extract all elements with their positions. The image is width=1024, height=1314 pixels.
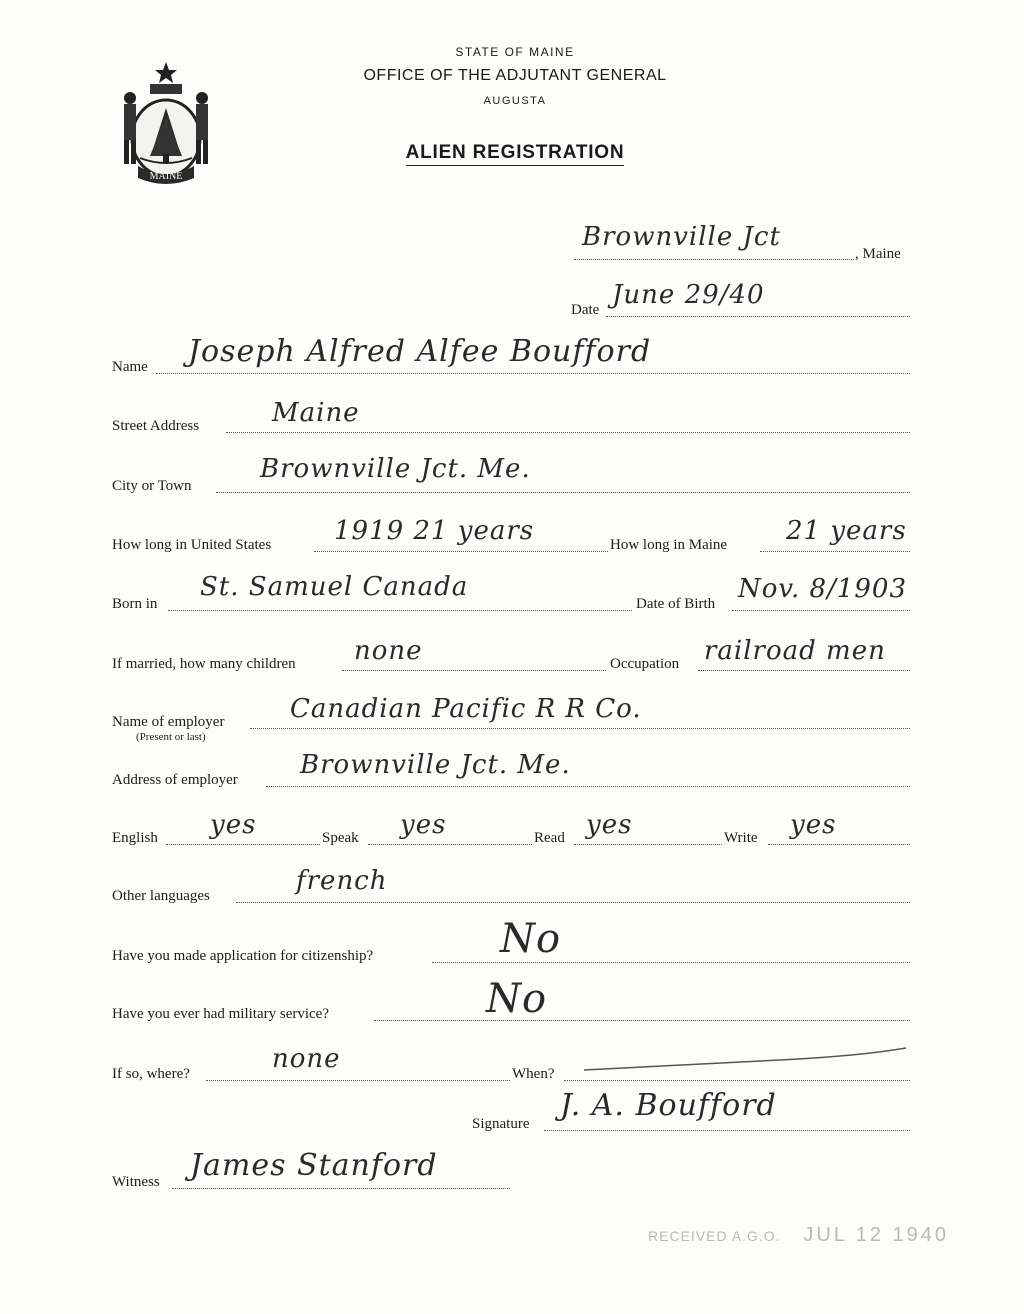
witness-label: Witness <box>112 1174 160 1190</box>
date-of-birth-value: Nov. 8/1903 <box>738 574 908 604</box>
born-in-line <box>168 610 632 611</box>
name-line <box>156 373 910 374</box>
received-stamp-text: RECEIVED A.G.O. <box>648 1228 781 1244</box>
born-in-label: Born in <box>112 596 158 612</box>
witness-value: James Stanford <box>190 1148 438 1183</box>
form-title-text: ALIEN REGISTRATION <box>406 142 625 166</box>
where-value: none <box>272 1044 341 1074</box>
city-value: Brownville Jct. Me. <box>260 454 531 484</box>
how-long-maine-line <box>760 551 910 552</box>
street-address-label: Street Address <box>112 418 200 434</box>
military-line <box>374 1020 910 1021</box>
born-in-value: St. Samuel Canada <box>200 572 469 602</box>
occupation-line <box>698 670 910 671</box>
how-long-maine-value: 21 years <box>786 516 907 546</box>
how-long-us-label: How long in United States <box>112 537 272 553</box>
city-label: City or Town <box>112 478 192 494</box>
other-languages-value: french <box>296 866 388 896</box>
city-line <box>216 492 910 493</box>
signature-label: Signature <box>472 1116 530 1132</box>
name-label: Name <box>112 359 148 375</box>
citizenship-value: No <box>500 916 562 962</box>
read-label: Read <box>534 830 565 846</box>
employer-address-label: Address of employer <box>112 772 238 788</box>
date-line <box>606 316 910 317</box>
svg-text:MAINE: MAINE <box>149 171 183 182</box>
name-value: Joseph Alfred Alfee Boufford <box>188 334 652 369</box>
employer-sublabel: (Present or last) <box>136 731 206 743</box>
form-title <box>330 142 700 164</box>
state-heading: STATE OF MAINE <box>455 45 575 59</box>
when-line <box>564 1080 910 1081</box>
children-label: If married, how many children <box>112 656 296 672</box>
citizenship-line <box>432 962 910 963</box>
english-line <box>166 844 320 845</box>
street-address-value: Maine <box>272 398 360 428</box>
write-label: Write <box>724 830 758 846</box>
english-value: yes <box>210 810 257 840</box>
military-label: Have you ever had military service? <box>112 1006 329 1022</box>
speak-label: Speak <box>322 830 359 846</box>
received-stamp <box>648 1224 949 1247</box>
speak-value: yes <box>400 810 447 840</box>
employer-address-value: Brownville Jct. Me. <box>300 750 571 780</box>
date-of-birth-label: Date of Birth <box>636 596 716 612</box>
military-value: No <box>486 976 548 1022</box>
place-suffix: , Maine <box>855 246 901 262</box>
occupation-label: Occupation <box>610 656 680 672</box>
other-languages-line <box>236 902 910 903</box>
citizenship-label: Have you made application for citizenship? <box>112 948 374 964</box>
office-heading: OFFICE OF THE ADJUTANT GENERAL <box>363 67 667 84</box>
employer-value: Canadian Pacific R R Co. <box>290 694 642 724</box>
place-line <box>574 259 854 260</box>
employer-label: Name of employer <box>112 714 225 730</box>
witness-line <box>172 1188 510 1189</box>
how-long-us-value: 1919 21 years <box>334 516 535 546</box>
how-long-us-line <box>314 551 608 552</box>
city-heading: AUGUSTA <box>483 95 547 107</box>
street-address-line <box>226 432 910 433</box>
children-value: none <box>354 636 423 666</box>
place-value: Brownville Jct <box>582 222 781 252</box>
when-label: When? <box>512 1066 555 1082</box>
received-stamp-date: JUL 12 1940 <box>803 1224 950 1246</box>
date-of-birth-line <box>732 610 910 611</box>
employer-line <box>250 728 910 729</box>
when-dash-mark <box>580 1040 910 1080</box>
signature-value: J. A. Boufford <box>560 1088 777 1123</box>
children-line <box>342 670 606 671</box>
signature-line <box>544 1130 910 1131</box>
where-label: If so, where? <box>112 1066 190 1082</box>
occupation-value: railroad men <box>704 636 886 666</box>
read-line <box>574 844 722 845</box>
other-languages-label: Other languages <box>112 888 210 904</box>
english-label: English <box>112 830 158 846</box>
date-label: Date <box>571 302 600 318</box>
speak-line <box>368 844 532 845</box>
where-line <box>206 1080 510 1081</box>
state-seal-icon <box>110 58 222 186</box>
write-line <box>768 844 910 845</box>
write-value: yes <box>790 810 837 840</box>
date-value: June 29/40 <box>612 280 765 310</box>
read-value: yes <box>586 810 633 840</box>
employer-address-line <box>266 786 910 787</box>
how-long-maine-label: How long in Maine <box>610 537 728 553</box>
